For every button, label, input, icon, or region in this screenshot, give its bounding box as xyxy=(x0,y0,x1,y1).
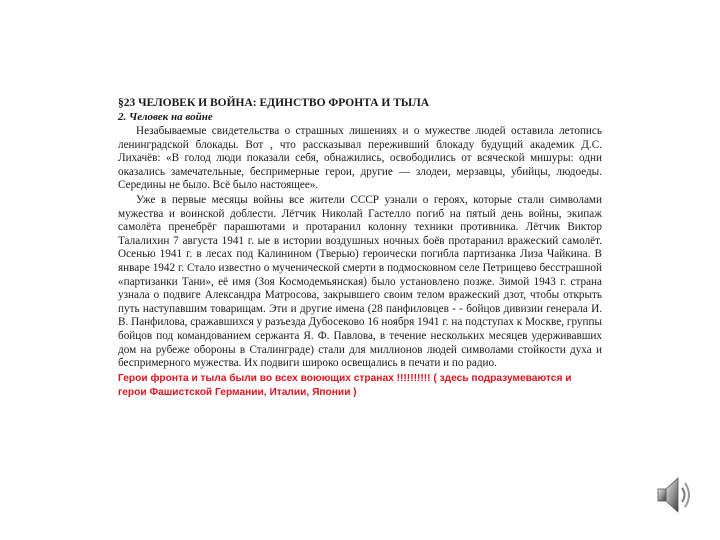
document-page xyxy=(118,96,602,400)
paragraph-leningrad-blockade: Незабываемые свидетельства о страшных лишениях и о мужестве людей оставила летопись ленинградской блокады. Вот , что рассказывал переживший блокаду будущий академик Д.С. Лихачёв: «В голод люди показали себя, обнажились, освободились от всяческой мишуры: одни оказались замечательные, беспримерные герои, другие — злодеи, мерзавцы, убийцы, людоеды. Середины не было. Всё было настоящее». xyxy=(118,125,602,192)
section-subtitle: 2. Человек на войне xyxy=(118,111,213,123)
audio-button[interactable] xyxy=(652,472,698,518)
paragraph-war-heroes: Уже в первые месяцы войны все жители СССР узнали о героях, которые стали символами мужества и воинской доблести. Лётчик Николай Гастелло погиб на пятый день войны, экипаж самолёта пренебрёг парашютами и протаранил колонну техники противника. Лётчик Виктор Талалихин 7 августа 1941 г. ые в истории воздушных ночных боёв протаранил вражеский самолёт. Осенью 1941 г. в лесах под Калинином (Тверью) героически погибла партизанка Лиза Чайкина. В январе 1942 г. Стало известно о мученической смерти в подмосковном селе Петрищево бесстрашной «партизанки Тани», её имя (Зоя Космодемьянская) было установлено позже. Зимой 1943 г. страна узнала о подвиге Александра Матросова, закрывшего своим телом вражеский дзот, чтобы открыть путь наступавшим товарищам. Эти и другие имена (28 панфиловцев - - бойцов дивизии генерала И. В. Панфилова, сражавшихся у разъезда Дубосеково 16 ноября 1941 г. на подступах к Москве, группы бойцов под командованием сержанта Я. Ф. Павлова, в течение нескольких месяцев удерживавших дом на рубеже обороны в Сталинграде) стали для миллионов людей символами стойкости духа и беспримерного мужества. Их подвиги широко освещались в печати и по радио. xyxy=(118,193,602,370)
highlighted-note: Герои фронта и тыла были во всех воюющих странах !!!!!!!!!! ( здесь подразумеваются и герои Фашистской Германии, Италии, Японии ) xyxy=(118,372,572,398)
speaker-icon xyxy=(652,472,698,518)
section-title: §23 ЧЕЛОВЕК И ВОЙНА: ЕДИНСТВО ФРОНТА И ТЫЛА xyxy=(118,97,430,109)
